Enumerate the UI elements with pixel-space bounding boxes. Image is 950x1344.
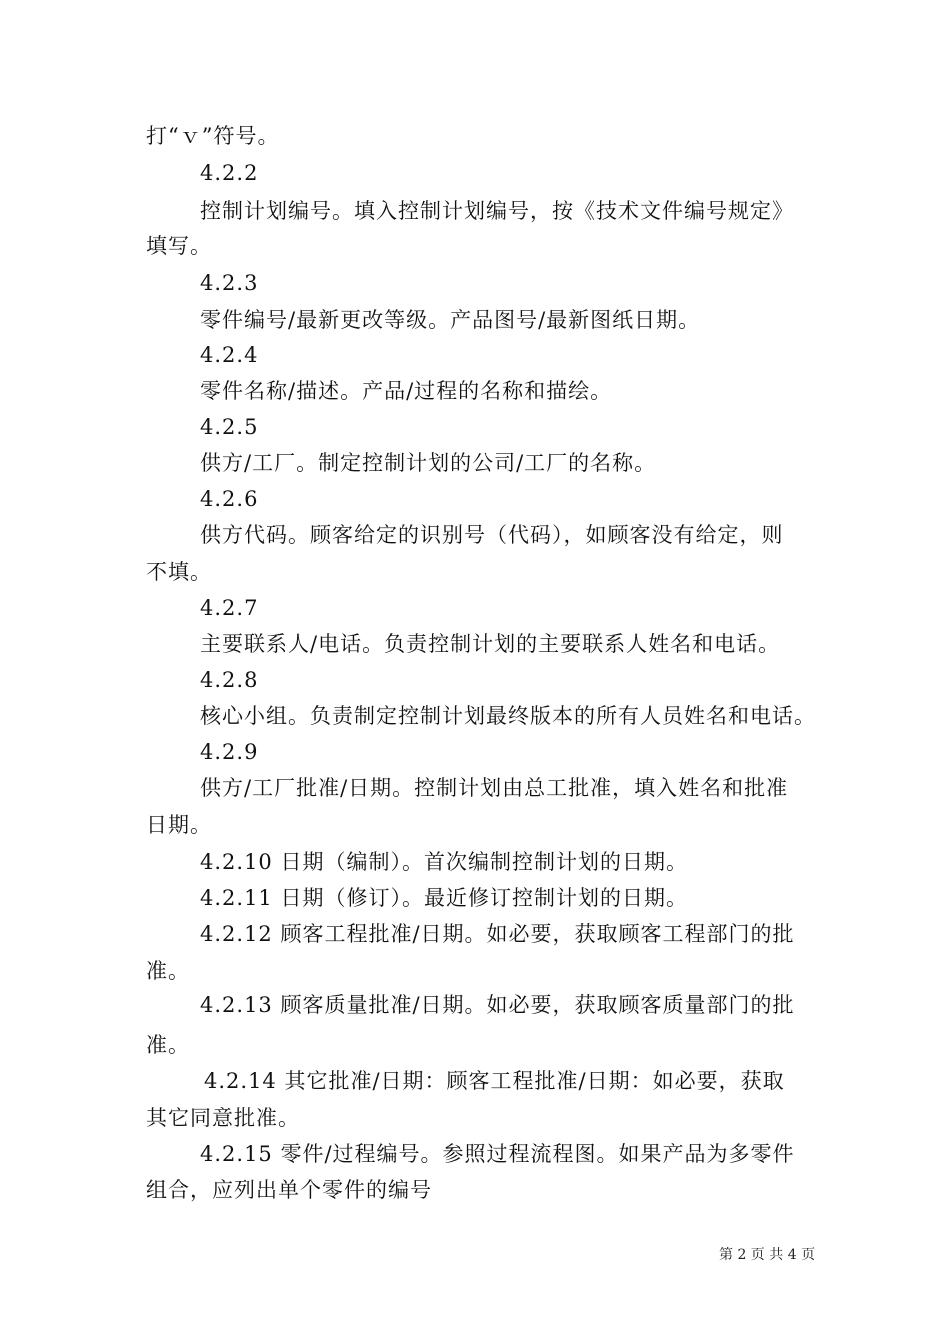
- text-line: 不填。: [146, 560, 212, 584]
- text-line: 4.2.11 日期（修订）。最近修订控制计划的日期。: [200, 886, 688, 910]
- text-line: 供方/工厂批准/日期。控制计划由总工批准，填入姓名和批准: [200, 776, 789, 800]
- section-number: 4.2.7: [200, 596, 259, 620]
- text-line: 零件编号/最新更改等级。产品图号/最新图纸日期。: [200, 308, 701, 332]
- section-number: 4.2.8: [200, 668, 259, 692]
- text-line: 4.2.15 零件/过程编号。参照过程流程图。如果产品为多零件: [200, 1142, 795, 1166]
- text-line: 4.2.10 日期（编制）。首次编制控制计划的日期。: [200, 850, 688, 874]
- text-line: 准。: [146, 959, 190, 983]
- text-line: 核心小组。负责制定控制计划最终版本的所有人员姓名和电话。: [200, 704, 816, 728]
- section-number: 4.2.6: [200, 487, 259, 511]
- section-number: 4.2.5: [200, 415, 259, 439]
- text-line: 打“ｖ”符号。: [146, 124, 280, 148]
- text-line: 供方/工厂。制定控制计划的公司/工厂的名称。: [200, 451, 657, 475]
- text-line: 4.2.14 其它批准/日期：顾客工程批准/日期：如必要，获取: [204, 1069, 785, 1093]
- text-line: 组合，应列出单个零件的编号: [146, 1178, 432, 1202]
- text-line: 4.2.12 顾客工程批准/日期。如必要，获取顾客工程部门的批: [200, 922, 795, 946]
- text-line: 控制计划编号。填入控制计划编号，按《技术文件编号规定》: [200, 199, 794, 223]
- section-number: 4.2.2: [200, 161, 259, 185]
- text-line: 准。: [146, 1033, 190, 1057]
- text-line: 主要联系人/电话。负责控制计划的主要联系人姓名和电话。: [200, 632, 781, 656]
- text-line: 日期。: [146, 813, 212, 837]
- text-line: 4.2.13 顾客质量批准/日期。如必要，获取顾客质量部门的批: [200, 993, 795, 1017]
- page-number-footer: 第 2 页 共 4 页: [719, 1247, 816, 1263]
- section-number: 4.2.4: [200, 343, 259, 367]
- section-number: 4.2.9: [200, 740, 259, 764]
- text-line: 零件名称/描述。产品/过程的名称和描绘。: [200, 379, 613, 403]
- text-line: 供方代码。顾客给定的识别号（代码），如顾客没有给定，则: [200, 523, 784, 547]
- text-line: 其它同意批准。: [146, 1106, 300, 1130]
- section-number: 4.2.3: [200, 271, 259, 295]
- text-line: 填写。: [146, 234, 212, 258]
